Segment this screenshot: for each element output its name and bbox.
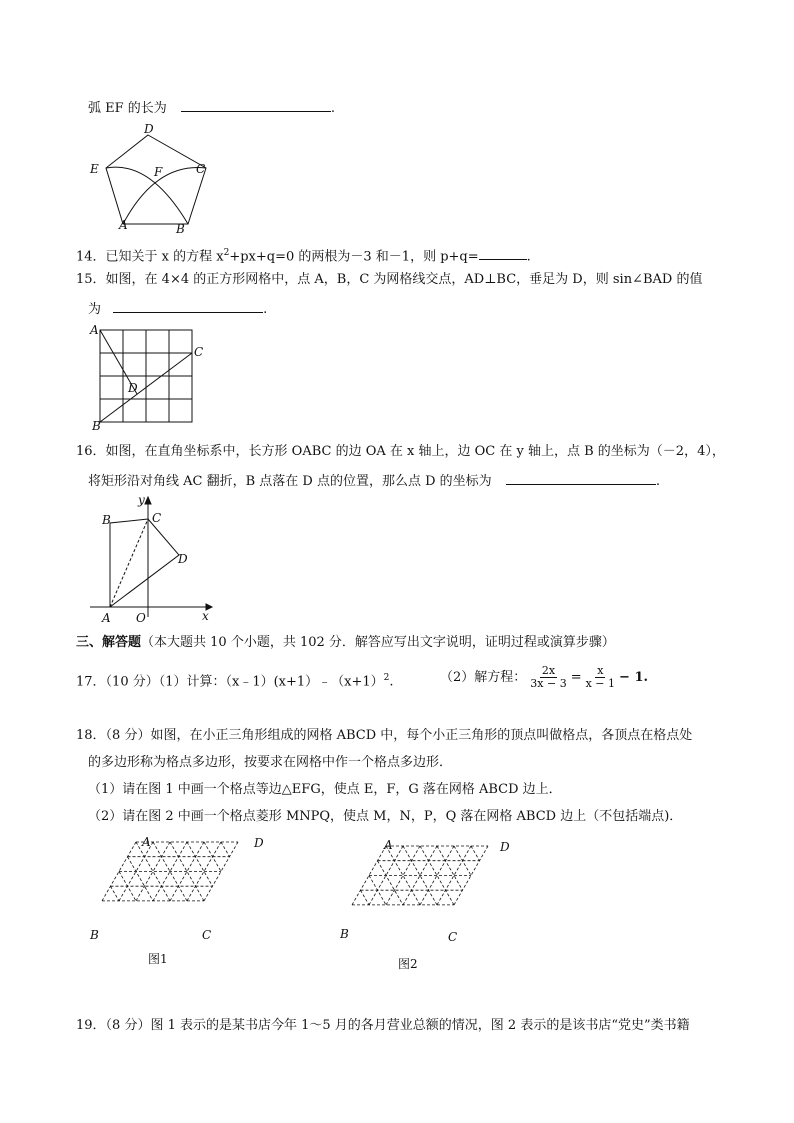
q19-line1: 19．（8 分）图 1 表示的是某书店今年 1～5 月的各月营业总额的情况，图 2 表示的是该书店“党史”类书籍 bbox=[76, 1018, 690, 1033]
q15-label-C: C bbox=[194, 345, 204, 359]
q18-line1: 18．（8 分）如图，在小正三角形组成的网格 ABCD 中，每个小正三角形的顶点叫做格点，各顶点在格点处 bbox=[76, 728, 693, 743]
q16-folded-edges bbox=[110, 519, 179, 607]
q17-frac1-num: 2x bbox=[541, 664, 556, 677]
q14-text-b: +px+q=0 的两根为－3 和－1，则 p+q= bbox=[229, 249, 479, 265]
grid-line bbox=[111, 886, 120, 901]
q18-fig1-grid bbox=[102, 842, 238, 901]
q17-part1 bbox=[76, 669, 394, 691]
q16-label-B: B bbox=[102, 513, 111, 527]
q16-y-arrow bbox=[145, 497, 151, 504]
q15-line2-text: 为 bbox=[88, 302, 102, 317]
q15-end: . bbox=[263, 302, 268, 317]
grid-line bbox=[221, 842, 230, 857]
q16-label-D: D bbox=[178, 552, 188, 566]
q17-frac2-den: x − 1 bbox=[585, 677, 616, 690]
q18-fig1-label-A: A bbox=[142, 835, 151, 849]
q17-fraction-2 bbox=[584, 665, 617, 690]
q16-coordinate-figure bbox=[86, 492, 226, 627]
q15-answer-blank[interactable] bbox=[113, 298, 263, 313]
q18-figure-2 bbox=[338, 834, 538, 974]
section3-title: 三、解答题 bbox=[76, 635, 142, 650]
q13-label-F: F bbox=[154, 165, 163, 179]
q18-fig2-label-A: A bbox=[384, 838, 393, 852]
q17-tail: − 1. bbox=[619, 670, 649, 685]
q16-label-O: O bbox=[136, 611, 146, 625]
q16-diagonal-AC bbox=[110, 519, 148, 607]
q18-figure-1 bbox=[86, 832, 286, 972]
q18-line3: （1）请在图 1 中画一个格点等边△EFG，使点 E，F，G 落在网格 ABCD 边上． bbox=[88, 782, 562, 797]
q13-label-E: E bbox=[90, 162, 99, 176]
q18-fig1-label-B: B bbox=[90, 928, 99, 942]
q17-part2-text: （2）解方程： bbox=[440, 670, 527, 685]
q15-label-B: B bbox=[92, 419, 101, 433]
q15-grid-lines bbox=[100, 330, 192, 422]
q16-end: . bbox=[655, 474, 660, 489]
q17-end1: . bbox=[389, 674, 394, 690]
q17-eq: = bbox=[570, 670, 582, 685]
q13-answer-blank[interactable] bbox=[181, 97, 331, 112]
q18-fig2-label-B: B bbox=[340, 927, 349, 941]
q16-line1: 16．如图，在直角坐标系中，长方形 OABC 的边 OA 在 x 轴上，边 OC 在 y 轴上，点 B 的坐标为（－2，4）， bbox=[76, 444, 725, 459]
q17-part2 bbox=[440, 660, 648, 696]
q16-label-A: A bbox=[102, 611, 111, 625]
q17-frac2-num: x bbox=[597, 664, 604, 677]
q17-frac1-den: 3x − 3 bbox=[530, 677, 567, 690]
q15-label-D: D bbox=[128, 381, 138, 395]
grid-line bbox=[471, 846, 480, 861]
q15-grid-figure bbox=[88, 322, 218, 432]
q14-question bbox=[76, 244, 531, 266]
q13-label-A: A bbox=[119, 218, 128, 232]
q16-label-y: y bbox=[138, 493, 145, 507]
q18-fig1-caption: 图1 bbox=[148, 952, 168, 966]
section3-desc: （本大题共 10 个小题，共 102 分．解答应写出文字说明，证明过程或演算步骤） bbox=[141, 635, 615, 650]
q18-fig2-label-C: C bbox=[448, 930, 458, 944]
q15-line1: 15．如图，在 4×4 的正方形网格中，点 A，B，C 为网格线交点，AD⊥BC，垂足为 D，则 sin∠BAD 的值 bbox=[76, 272, 703, 287]
q17-part1-text: 17．（10 分）（1）计算：（x﹣1）(x+1）﹣（x+1） bbox=[76, 674, 384, 690]
q16-line2 bbox=[88, 470, 660, 491]
q13-label-B: B bbox=[176, 222, 185, 236]
q18-fig1-label-D: D bbox=[254, 836, 264, 850]
grid-line bbox=[361, 890, 370, 905]
q16-line2-text: 将矩形沿对角线 AC 翻折，B 点落在 D 点的位置，那么点 D 的坐标为 bbox=[88, 474, 492, 489]
q15-label-A: A bbox=[90, 323, 99, 337]
section3-heading bbox=[76, 634, 615, 652]
q14-end: . bbox=[526, 249, 531, 265]
q17-sup: 2 bbox=[383, 673, 390, 683]
q15-line2 bbox=[88, 298, 267, 319]
q13-label-C: C bbox=[196, 162, 206, 176]
q14-sup: 2 bbox=[223, 248, 230, 258]
q16-label-x: x bbox=[202, 609, 209, 623]
q16-answer-blank[interactable] bbox=[506, 470, 656, 485]
q18-fig2-caption: 图2 bbox=[398, 957, 418, 971]
q13-tail bbox=[88, 97, 335, 118]
q17-fraction-1 bbox=[528, 665, 568, 690]
q13-pentagon-figure bbox=[80, 118, 220, 238]
q18-fig2-label-D: D bbox=[500, 840, 510, 854]
q18-fig1-label-C: C bbox=[202, 928, 212, 942]
q13-label-D: D bbox=[144, 122, 154, 136]
q18-fig2-grid bbox=[352, 846, 488, 905]
q14-text-a: 14．已知关于 x 的方程 x bbox=[76, 249, 224, 265]
q14-answer-blank[interactable] bbox=[479, 245, 527, 260]
q13-text: 弧 EF 的长为 bbox=[88, 101, 167, 116]
q18-line2: 的多边形称为格点多边形，按要求在网格中作一个格点多边形． bbox=[88, 755, 453, 770]
q13-end: . bbox=[330, 101, 336, 116]
q18-line4: （2）请在图 2 中画一个格点菱形 MNPQ，使点 M，N，P，Q 落在网格 ABCD 边上（不包括端点)． bbox=[88, 809, 683, 824]
q16-label-C: C bbox=[152, 511, 162, 525]
